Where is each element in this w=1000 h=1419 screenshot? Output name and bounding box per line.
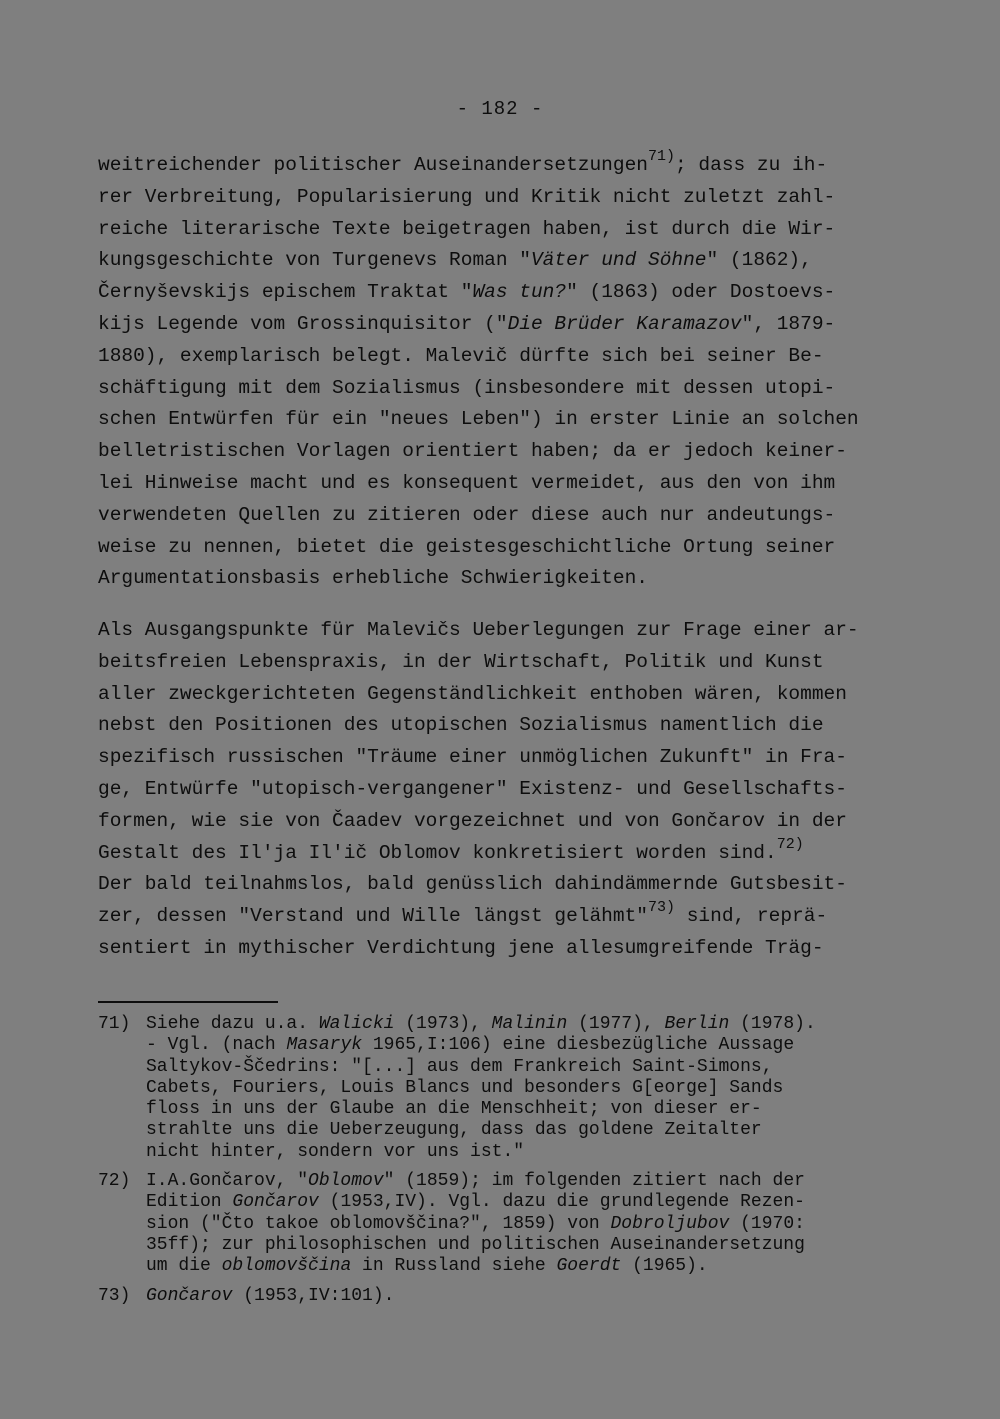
footnote-line: Edition Gončarov (1953,IV). Vgl. dazu die grundlegende Rezen-: [146, 1192, 805, 1213]
footnote-number: 72): [98, 1171, 131, 1192]
footnote-line: um die oblomovščina in Russland siehe Goerdt (1965).: [146, 1256, 708, 1277]
text-line: Gestalt des Il'ja Il'ič Oblomov konkretisiert worden sind.$^{72)}$: [98, 835, 804, 864]
footnote-number: 73): [98, 1285, 131, 1306]
footnote-71: [98, 1014, 898, 1163]
text-line: kungsgeschichte von Turgenevs Roman "Väter und Söhne" (1862),: [98, 249, 812, 272]
text-line: beitsfreien Lebenspraxis, in der Wirtschaft, Politik und Kunst: [98, 650, 824, 673]
text-line: schäftigung mit dem Sozialismus (insbesondere mit dessen utopi-: [98, 376, 836, 399]
footnotes: [98, 1014, 898, 1315]
footnote-line: nicht hinter, sondern vor uns ist.": [146, 1141, 525, 1162]
text-line: schen Entwürfen für ein "neues Leben") in erster Linie an solchen: [98, 408, 859, 431]
text-line: weitreichender politischer Auseinandersetzungen$^{71)}$; dass zu ih-: [98, 148, 828, 176]
footnote-ref-72: 72): [776, 835, 804, 853]
footnote-line: Saltykov-Ščedrins: "[...] aus dem Frankreich Saint-Simons,: [146, 1056, 773, 1077]
text-line: ge, Entwürfe "utopisch-vergangener" Existenz- und Gesellschafts-: [98, 777, 847, 800]
text-line: lei Hinweise macht und es konsequent vermeidet, aus den von ihm: [98, 471, 836, 494]
footnote-line: Cabets, Fouriers, Louis Blancs und besonders G[eorge] Sands: [146, 1077, 784, 1098]
footnote-72: [98, 1171, 898, 1277]
text-line: weise zu nennen, bietet die geistesgeschichtliche Ortung seiner: [98, 535, 836, 558]
book-title: Die Brüder Karamazov: [507, 312, 742, 335]
footnote-ref-73: 73): [648, 899, 676, 917]
footnote-73: [98, 1286, 898, 1307]
paragraph-2: [98, 615, 888, 965]
footnote-line: I.A.Gončarov, "Oblomov" (1859); im folgenden zitiert nach der: [146, 1171, 805, 1192]
text-line: belletristischen Vorlagen orientiert haben; da er jedoch keiner-: [98, 440, 847, 463]
text-line: sentiert in mythischer Verdichtung jene allesumgreifende Träg-: [98, 936, 824, 959]
footnote-line: Gončarov (1953,IV:101).: [146, 1285, 395, 1306]
book-title: Was tun?: [472, 281, 567, 304]
text-line: Argumentationsbasis erhebliche Schwierigkeiten.: [98, 567, 648, 590]
text-line: nebst den Positionen des utopischen Sozialismus namentlich die: [98, 714, 824, 737]
text-line: Černyševskijs epischem Traktat "Was tun?" (1863) oder Dostoevs-: [98, 281, 836, 304]
footnote-divider: [98, 1001, 278, 1003]
text-line: formen, wie sie von Čaadev vorgezeichnet und von Gončarov in der: [98, 809, 847, 832]
footnote-line: Siehe dazu u.a. Walicki (1973), Malinin (1977), Berlin (1978).: [146, 1014, 816, 1034]
text-line: zer, dessen "Verstand und Wille längst gelähmt"$^{73)}$ sind, reprä-: [98, 899, 828, 928]
text-line: reiche literarische Texte beigetragen haben, ist durch die Wir-: [98, 217, 836, 240]
footnote-line: floss in uns der Glaube an die Menschheit; von dieser er-: [146, 1099, 762, 1120]
footnote-ref-71: 71): [648, 148, 676, 165]
text-line: Der bald teilnahmslos, bald genüsslich dahindämmernde Gutsbesit-: [98, 873, 847, 896]
footnote-line: sion ("Čto takoe oblomovščina?", 1859) von Dobroljubov (1970:: [146, 1213, 805, 1234]
text-line: verwendeten Quellen zu zitieren oder diese auch nur andeutungs-: [98, 503, 836, 526]
text-line: kijs Legende vom Grossinquisitor ("Die Brüder Karamazov", 1879-: [98, 312, 836, 335]
footnote-line: 35ff); zur philosophischen und politischen Auseinandersetzung: [146, 1234, 805, 1255]
footnote-number: 71): [98, 1014, 131, 1034]
text-line: aller zweckgerichteten Gegenständlichkeit enthoben wären, kommen: [98, 682, 847, 705]
paragraph-1: [98, 150, 888, 595]
text-line: spezifisch russischen "Träume einer unmöglichen Zukunft" in Fra-: [98, 746, 847, 769]
page-number: - 182 -: [456, 98, 544, 120]
text-line: 1880), exemplarisch belegt. Malevič dürfte sich bei seiner Be-: [98, 344, 824, 367]
footnote-line: - Vgl. (nach Masaryk 1965,I:106) eine diesbezügliche Aussage: [146, 1035, 795, 1056]
footnote-line: strahlte uns die Ueberzeugung, dass das goldene Zeitalter: [146, 1120, 762, 1141]
book-title: Väter und Söhne: [530, 249, 707, 272]
text-line: rer Verbreitung, Popularisierung und Kritik nicht zuletzt zahl-: [98, 185, 836, 208]
text-line: Als Ausgangspunkte für Malevičs Ueberlegungen zur Frage einer ar-: [98, 619, 859, 641]
